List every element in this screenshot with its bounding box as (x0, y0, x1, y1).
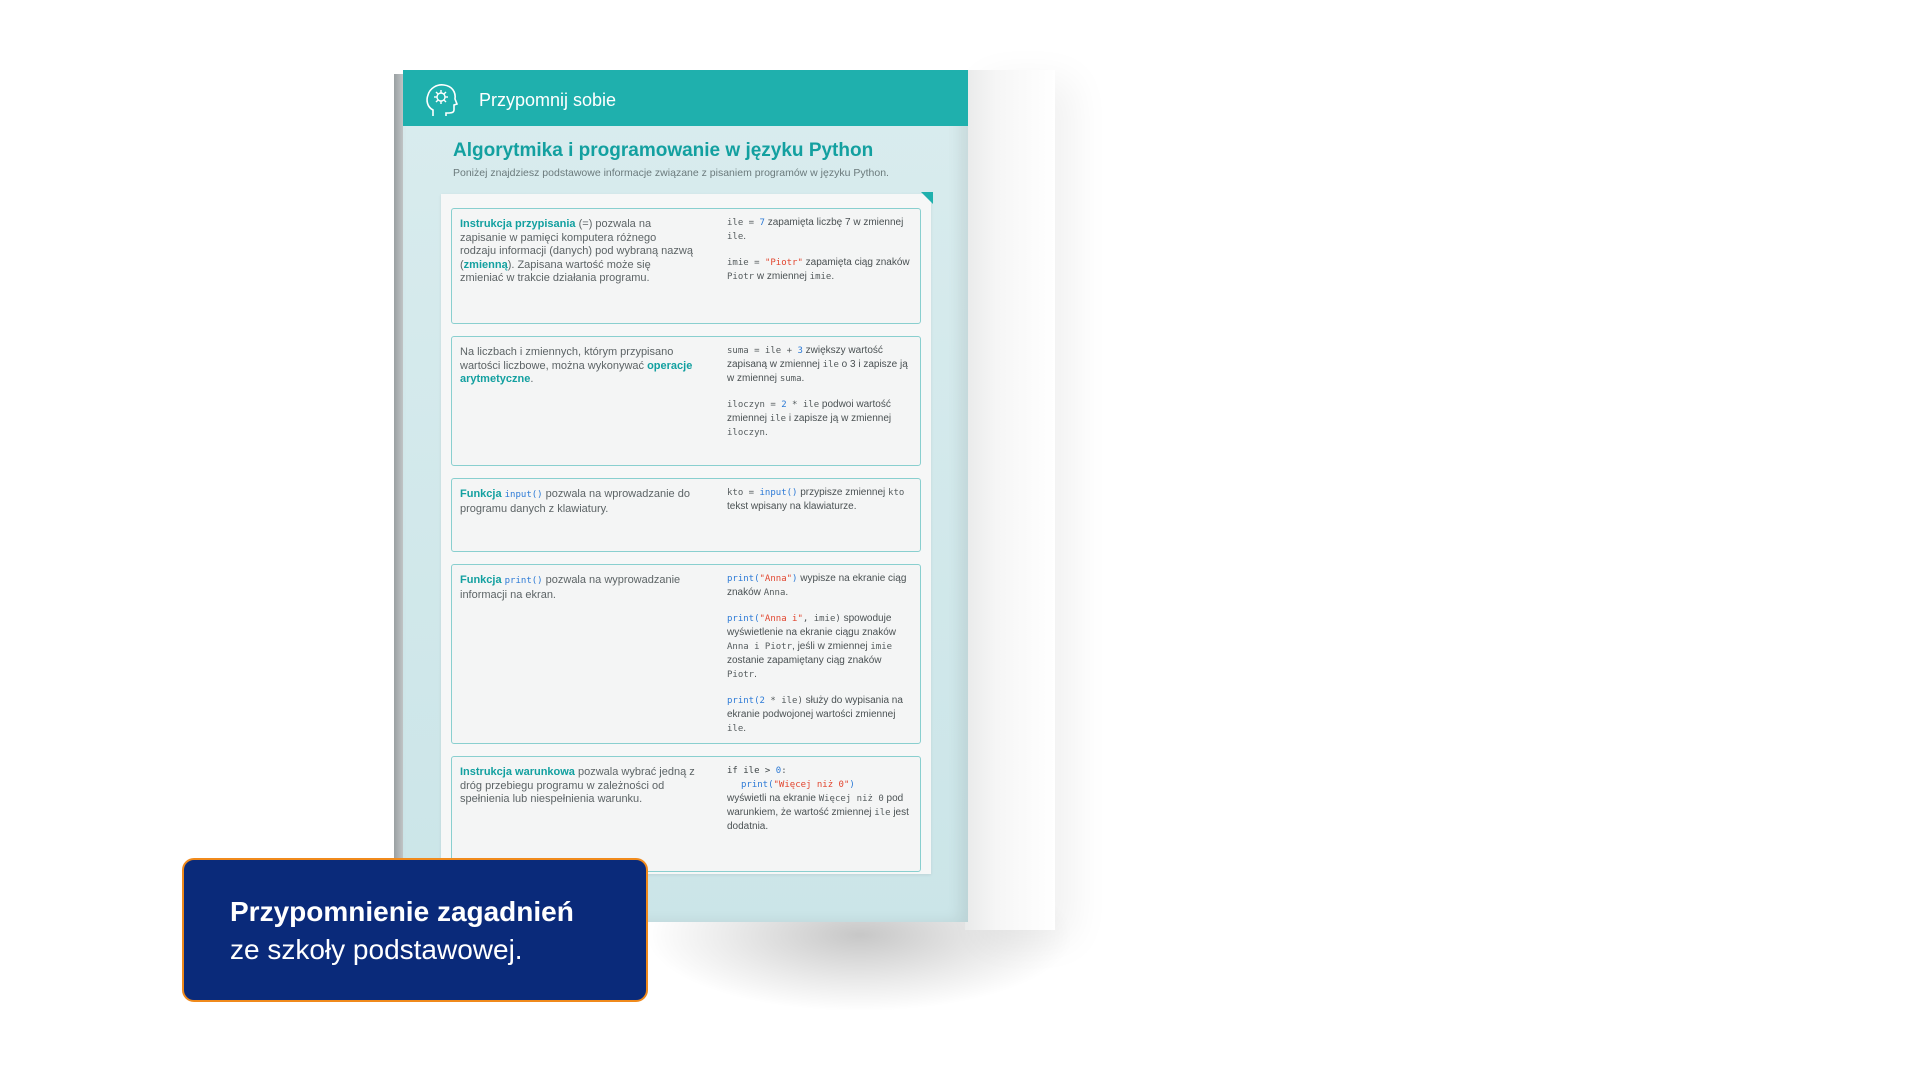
code: print( (727, 574, 760, 584)
example (727, 572, 912, 600)
code: Piotr (727, 670, 755, 680)
code: input() (759, 488, 798, 498)
example-text: zapamięta liczbę 7 w zmiennej (764, 217, 904, 228)
code: print( (727, 696, 760, 706)
example-text: służy do wypisania na ekranie podwojonej wartości zmiennej (727, 695, 903, 720)
code: Piotr (727, 272, 755, 282)
example-text: podwoi wartość zmiennej (727, 399, 891, 424)
header-title: Przypomnij sobie (479, 90, 617, 110)
code: kto = (727, 488, 760, 498)
code: ile (727, 232, 744, 242)
code: ile (874, 808, 891, 818)
term: operacje arytmetyczne (460, 359, 693, 385)
card-input (451, 478, 921, 552)
code: ile (822, 360, 839, 370)
code: Anna (763, 588, 786, 598)
term: Funkcja (460, 488, 502, 500)
code: "Piotr" (764, 258, 803, 268)
example-text: wypisze na ekranie ciąg znaków (727, 573, 907, 598)
description-text: pozwala na wyprowadzanie informacji na ekran. (460, 574, 681, 601)
card-arithmetic (451, 336, 921, 466)
term: zmienną (463, 258, 508, 271)
term: Instrukcja przypisania (460, 218, 576, 230)
code: 3 (797, 346, 803, 356)
code: Anna i Piotr (727, 642, 793, 652)
example-text: . (754, 669, 757, 680)
code: 7 (759, 218, 765, 228)
example-text: . (764, 427, 768, 438)
page-header (403, 70, 968, 126)
example-text: . (801, 373, 805, 384)
head-with-gear-icon (421, 80, 461, 120)
example-text: spowoduje wyświetlenie na ekranie ciągu znaków (727, 613, 896, 638)
card-examples (727, 486, 912, 526)
corner-fold (921, 192, 933, 204)
card-print (451, 564, 921, 744)
code: : (781, 766, 787, 776)
example (727, 792, 912, 834)
example-text: zostanie zapamiętany ciąg znaków (727, 655, 882, 666)
card-description (460, 574, 695, 602)
card-conditional (451, 756, 921, 872)
code: ile (769, 414, 787, 424)
code: suma = ile + (727, 346, 798, 356)
code: "Więcej niż 0" (773, 780, 850, 790)
code: kto (888, 488, 905, 498)
code: , imie) (802, 614, 841, 624)
code: 2 (759, 696, 765, 706)
code: "Anna" (759, 574, 793, 584)
description-text: ). Zapisana wartość może się zmieniać w trakcie działania programu. (460, 258, 651, 284)
code: imie (809, 272, 832, 282)
code-line (727, 764, 912, 778)
callout-subtitle: ze szkoły podstawowej. (230, 934, 523, 965)
example-text: zwiększy wartość zapisaną w zmiennej (727, 345, 883, 370)
code: * ile) (764, 696, 803, 706)
example-text: przypisze zmiennej (797, 487, 889, 498)
code: if ile > (727, 766, 776, 776)
content-sheet (441, 194, 931, 874)
card-examples (727, 572, 912, 748)
term: Instrukcja warunkowa (460, 766, 575, 778)
description-text: pozwala na wprowadzanie do programu danych z klawiatury. (460, 488, 690, 515)
example (727, 344, 912, 386)
card-assignment (451, 208, 921, 324)
example-text: zapamięta ciąg znaków (802, 257, 910, 268)
code: print( (741, 780, 774, 790)
example-text: o 3 i zapisze ją w zmiennej (727, 359, 908, 384)
code: ile (727, 724, 744, 734)
card-examples (727, 764, 912, 846)
card-examples (727, 344, 912, 452)
description-text: . (530, 373, 534, 385)
code: 0 (775, 766, 782, 776)
example (727, 256, 912, 284)
code: print( (727, 614, 760, 624)
page-title: Algorytmika i programowanie w języku Python (453, 140, 874, 161)
code: ile = (727, 218, 760, 228)
code: suma (779, 374, 802, 384)
card-examples (727, 216, 912, 296)
card-description (460, 346, 695, 387)
example (727, 216, 912, 244)
example-text: i zapisze ją w zmiennej (786, 413, 892, 424)
code: Więcej niż 0 (818, 794, 884, 804)
callout-box (182, 858, 648, 1002)
code: imie (870, 642, 893, 652)
example-text: wyświetli na ekranie (727, 793, 819, 804)
example (727, 694, 912, 736)
description-text: pozwala wybrać jedną z dróg przebiegu programu w zależności od spełnienia lub niespełnienia warunku. (460, 766, 695, 805)
card-description (460, 766, 695, 807)
page-subtitle: Poniżej znajdziesz podstawowe informacje związane z pisaniem programów w języku Python. (453, 167, 889, 179)
example-text: . (743, 723, 747, 734)
example (727, 612, 912, 682)
example-text: . (743, 231, 747, 242)
callout-title: Przypomnienie zagadnień (230, 896, 574, 927)
code: 2 (781, 400, 787, 410)
example-text: tekst wpisany na klawiaturze. (727, 501, 857, 512)
code: "Anna i" (759, 614, 803, 624)
example-text: . (785, 587, 789, 598)
description-text: Na liczbach i zmiennych, którym przypisano wartości liczbowe, można wykonywać (460, 346, 674, 372)
example (727, 486, 912, 514)
term: Funkcja (460, 574, 502, 586)
card-description (460, 488, 695, 516)
code-line (727, 778, 912, 792)
code: * ile (786, 400, 820, 410)
code: imie = (727, 258, 765, 268)
card-description (460, 218, 695, 286)
example (727, 398, 912, 440)
example-text: . (831, 271, 835, 282)
book-back-page (965, 70, 1055, 930)
example-text: , jeśli w zmiennej (792, 641, 871, 652)
code: ) (792, 574, 798, 584)
code: input() (504, 490, 543, 500)
code: print() (504, 576, 543, 586)
example-text: pod warunkiem, że wartość zmiennej (727, 793, 904, 818)
code: iloczyn = (727, 400, 782, 410)
example-text: w zmiennej (754, 271, 810, 282)
code: iloczyn (727, 428, 765, 438)
example-text: jest dodatnia. (727, 807, 909, 832)
description-text: (=) pozwala na zapisanie w pamięci komputera różnego rodzaju informacji (danych) pod wybraną nazwą ( (460, 218, 693, 271)
book-page (403, 70, 968, 922)
code: ) (849, 780, 855, 790)
